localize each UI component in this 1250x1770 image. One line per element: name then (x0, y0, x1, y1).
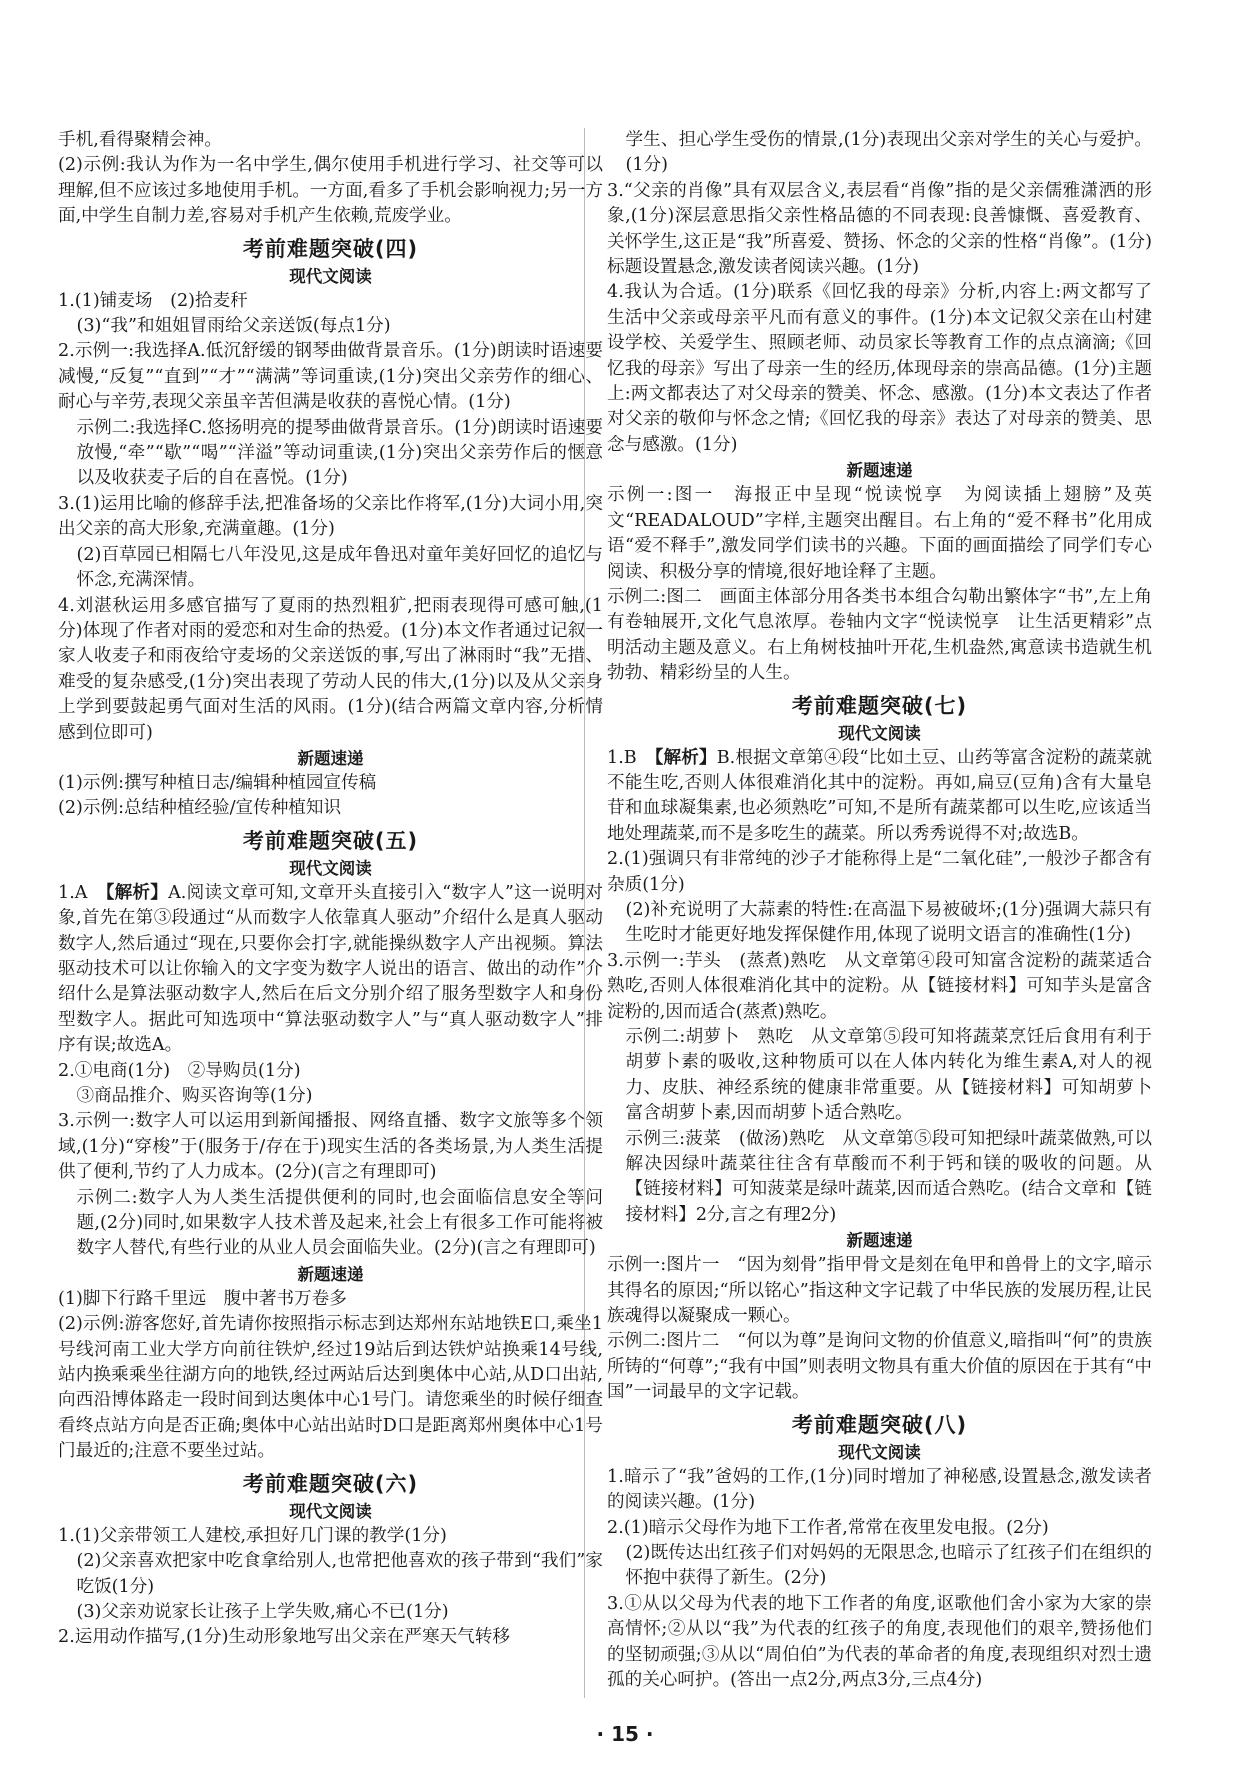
answer-paragraph: (2)示例:游客您好,首先请你按照指示标志到达郑州东站地铁E口,乘坐1号线河南工业大学方向前往铁炉,经过19站后到达铁炉站换乘14号线,站内换乘乘坐往湖方向的地铁,经过两站后达到奥体中心站,从D口出站,向西沿博体路走一段时间到达奥体中心1号门。请您乘坐的时候仔细查看终点站方向是否正确;奥体中心站出站时D口是距离郑州奥体中心1号门最近的;注意不要坐过站。 (58, 1314, 603, 1462)
analysis-tag: 【解析】 (654, 747, 717, 768)
answer-paragraph: 3.示例一:芋头 (蒸煮)熟吃 从文章第④段可知富含淀粉的蔬菜适合熟吃,否则人体很难消化其中的淀粉。从【链接材料】可知芋头是富含淀粉的,因而适合(蒸煮)熟吃。 (607, 950, 1152, 1022)
answer-paragraph: 2.示例一:我选择A.低沉舒缓的钢琴曲做背景音乐。(1分)朗读时语速要减慢,“反复”“直到”“才”“满满”等词重读,(1分)突出父亲劳作的细心、耐心与辛劳,表现父亲虽辛苦但满是收获的喜悦心情。(1分) (58, 341, 603, 413)
subsection-heading: 新题速递 (297, 748, 364, 768)
answer-paragraph: (2)父亲喜欢把家中吃食拿给别人,也常把他喜欢的孩子带到“我们”家吃饭(1分) (76, 1551, 603, 1597)
answer-paragraph: 示例二:胡萝卜 熟吃 从文章第⑤段可知将蔬菜烹饪后食用有利于胡萝卜素的吸收,这种物质可以在人体内转化为维生素A,对人的视力、皮肤、神经系统的健康非常重要。从【链接材料】可知胡萝卜富含胡萝卜素,因而胡萝卜适合熟吃。 (625, 1027, 1152, 1124)
subsection-heading: 现代文阅读 (838, 1442, 921, 1462)
subsection-heading: 新题速递 (846, 1231, 913, 1251)
answer-paragraph: (2)百草园已相隔七八年没见,这是成年鲁迅对童年美好回忆的追忆与怀念,充满深情。 (76, 544, 603, 591)
answer-paragraph: 3.(1)运用比喻的修辞手法,把准备场的父亲比作将军,(1分)大词小用,突出父亲的高大形象,充满童趣。(1分) (58, 493, 603, 540)
answer-paragraph: 1.A 【解析】A.阅读文章可知,文章开头直接引入“数字人”这一说明对象,首先在第③段通过“从而数字人依靠真人驱动”介绍什么是真人驱动数字人,然后通过“现在,只要你会打字,就能操纵数字人产出视频。算法驱动技术可以让你输入的文字变为数字人说出的语言、做出的动作”介绍什么是算法驱动数字人,然后在后文分别介绍了服务型数字人和身份型数字人。据此可知选项中“算法驱动数字人”与“真人驱动数字人”排序有误;故选A。 (58, 882, 603, 1056)
answer-paragraph: (3)父亲劝说家长让孩子上学失败,痛心不已(1分) (76, 1601, 449, 1622)
answer-paragraph: 1.暗示了“我”爸妈的工作,(1分)同时增加了神秘感,设置悬念,激发读者的阅读兴趣。(1分) (607, 1466, 1152, 1513)
answer-paragraph: 示例二:我选择C.悠扬明亮的提琴曲做背景音乐。(1分)朗读时语速要放慢,“牵”“歇”“喝”“洋溢”等动词重读,(1分)突出父亲劳作后的惬意以及收获麦子后的自在喜悦。(1分) (76, 417, 603, 489)
section-heading: 考前难题突破(四) (242, 236, 419, 261)
answer-paragraph: ③商品推介、购买咨询等(1分) (76, 1086, 313, 1106)
right-column (607, 128, 1152, 1693)
section-heading: 考前难题突破(五) (242, 828, 419, 853)
subsection-heading: 现代文阅读 (289, 266, 372, 286)
answer-paragraph: 1.B 【解析】B.根据文章第④段“比如土豆、山药等富含淀粉的蔬菜就不能生吃,否则人体很难消化其中的淀粉。再如,扁豆(豆角)含有大量皂苷和血球凝集素,也必须熟吃”可知,不是所有蔬菜都可以生吃,应该适当地处理蔬菜,而不是多吃生的蔬菜。所以秀秀说得不对;故选B。 (607, 747, 1152, 844)
section-heading: 考前难题突破(六) (242, 1471, 419, 1496)
section-heading: 考前难题突破(七) (791, 693, 968, 718)
answer-paragraph: 2.(1)暗示父母作为地下工作者,常常在夜里发电报。(2分) (607, 1517, 1049, 1538)
subsection-heading: 现代文阅读 (838, 723, 921, 743)
answer-paragraph: 2.①电商(1分) ②导购员(1分) (58, 1060, 301, 1081)
answer-paragraph: 2.(1)强调只有非常纯的沙子才能称得上是“二氧化硅”,一般沙子都含有杂质(1分) (607, 849, 1152, 895)
subsection-heading: 现代文阅读 (289, 1501, 372, 1521)
answer-paragraph: 1.(1)铺麦场 (2)拾麦秆 (58, 290, 248, 311)
answer-paragraph: 3.“父亲的肖像”具有双层含义,表层看“肖像”指的是父亲儒雅潇洒的形象,(1分)深层意思指父亲性格品德的不同表现:良善慷慨、喜爱教育、关怀学生,这正是“我”所喜爱、赞扬、怀念的父亲的性格“肖像”。(1分)标题设置悬念,激发读者阅读兴趣。(1分) (607, 180, 1152, 278)
subsection-heading: 新题速递 (846, 461, 913, 481)
answer-paragraph: 4.我认为合适。(1分)联系《回忆我的母亲》分析,内容上:两文都写了生活中父亲或母亲平凡而有意义的事件。(1分)本文记叙父亲在山村建设学校、关爱学生、照顾老师、动员家长等教育工作的点点滴滴;《回忆我的母亲》写出了母亲一生的经历,体现母亲的崇高品德。(1分)主题上:两文都表达了对父母亲的赞美、怀念、感激。(1分)本文表达了作者对父亲的敬仰与怀念之情;《回忆我的母亲》表达了对母亲的赞美、思念与感激。(1分) (607, 282, 1152, 455)
subsection-heading: 新题速递 (297, 1264, 364, 1284)
answer-paragraph: 学生、担心学生受伤的情景,(1分)表现出父亲对学生的关心与爱护。(1分) (625, 130, 1152, 176)
answer-paragraph: 示例一:图片一 “因为刻骨”指甲骨文是刻在龟甲和兽骨上的文字,暗示其得名的原因;“所以铭心”指这种文字记载了中华民族的发展历程,让民族魂得以凝聚成一颗心。 (607, 1255, 1152, 1327)
answer-paragraph: 示例一:图一 海报正中呈现“悦读悦享 为阅读插上翅膀”及英文“READALOUD”字样,主题突出醒目。右上角的“爱不释书”化用成语“爱不释手”,激发同学们读书的兴趣。下面的画面描绘了同学们专心阅读、积极分享的情境,很好地诠释了主题。 (607, 485, 1152, 582)
answer-paragraph: (2)示例:总结种植经验/宣传种植知识 (58, 798, 342, 819)
answer-paragraph: (2)既传达出红孩子们对妈妈的无限思念,也暗示了红孩子们在组织的怀抱中获得了新生。(2分) (625, 1542, 1152, 1589)
answer-paragraph: (3)“我”和姐姐冒雨给父亲送饭(每点1分) (76, 316, 391, 337)
page-number: · 15 · (596, 1722, 654, 1746)
answer-paragraph: 示例三:菠菜 (做汤)熟吃 从文章第⑤段可知把绿叶蔬菜做熟,可以解决因绿叶蔬菜往往含有草酸而不利于钙和镁的吸收的问题。从【链接材料】可知菠菜是绿叶蔬菜,因而适合熟吃。(结合文章和【链接材料】2分,言之有理2分) (625, 1128, 1152, 1225)
answer-paragraph: 示例二:图二 画面主体部分用各类书本组合勾勒出繁体字“书”,左上角有卷轴展开,文化气息浓厚。卷轴内文字“悦读悦享 让生活更精彩”点明活动主题及意义。右上角树枝抽叶开花,生机盎然,寓意读书造就生机勃勃、精彩纷呈的人生。 (607, 586, 1152, 684)
analysis-tag: 【解析】 (105, 882, 169, 903)
answer-paragraph: (1)脚下行路千里远 腹中著书万卷多 (58, 1288, 347, 1309)
section-heading: 考前难题突破(八) (791, 1412, 968, 1437)
answer-paragraph: 手机,看得聚精会神。 (58, 130, 222, 150)
answer-paragraph: 1.(1)父亲带领工人建校,承担好几门课的教学(1分) (58, 1525, 447, 1546)
answer-paragraph: (2)示例:我认为作为一名中学生,偶尔使用手机进行学习、社交等可以理解,但不应该过多地使用手机。一方面,看多了手机会影响视力;另一方面,中学生自制力差,容易对手机产生依赖,荒废学业。 (58, 155, 603, 227)
subsection-heading: 现代文阅读 (289, 858, 372, 878)
answer-paragraph: 4.刘湛秋运用多感官描写了夏雨的热烈粗犷,把雨表现得可感可触,(1分)体现了作者对雨的爱恋和对生命的热爱。(1分)本文作者通过记叙一家人收麦子和雨夜给守麦场的父亲送饭的事,写出了淋雨时“我”无措、难受的复杂感受,(1分)突出表现了劳动人民的伟大,(1分)以及从父亲身上学到要鼓起勇气面对生活的风雨。(1分)(结合两篇文章内容,分析情感到位即可) (58, 595, 603, 743)
answer-paragraph: 示例二:图片二 “何以为尊”是询问文物的价值意义,暗指叫“何”的贵族所铸的“何尊”;“我有中国”则表明文物具有重大价值的原因在于其有“中国”一词最早的文字记载。 (607, 1331, 1152, 1403)
answer-paragraph: (1)示例:撰写种植日志/编辑种植园宣传稿 (58, 772, 377, 793)
answer-paragraph: 2.运用动作描写,(1分)生动形象地写出父亲在严寒天气转移 (58, 1627, 510, 1648)
answer-paragraph: (2)补充说明了大蒜素的特性:在高温下易被破坏;(1分)强调大蒜只有生吃时才能更好地发挥保健作用,体现了说明文语言的准确性(1分) (625, 899, 1152, 946)
answer-paragraph: 3.示例一:数字人可以运用到新闻播报、网络直播、数字文旅等多个领域,(1分)“穿梭”于(服务于/存在于)现实生活的各类场景,为人类生活提供了便利,节约了人力成本。(2分)(言之有理即可) (58, 1111, 603, 1183)
answer-paragraph: 示例二:数字人为人类生活提供便利的同时,也会面临信息安全等问题,(2分)同时,如果数字人技术普及起来,社会上有很多工作可能将被数字人替代,有些行业的从业人员会面临失业。(2分)(言之有理即可) (76, 1187, 603, 1259)
answer-paragraph: 3.①从以父母为代表的地下工作者的角度,讴歌他们舍小家为大家的崇高情怀;②从以“我”为代表的红孩子的角度,表现他们的艰辛,赞扬他们的坚韧顽强;③从以“周伯伯”为代表的革命者的角度,表现组织对烈士遗孤的关心呵护。(答出一点2分,两点3分,三点4分) (607, 1593, 1152, 1690)
left-column (58, 128, 603, 1651)
